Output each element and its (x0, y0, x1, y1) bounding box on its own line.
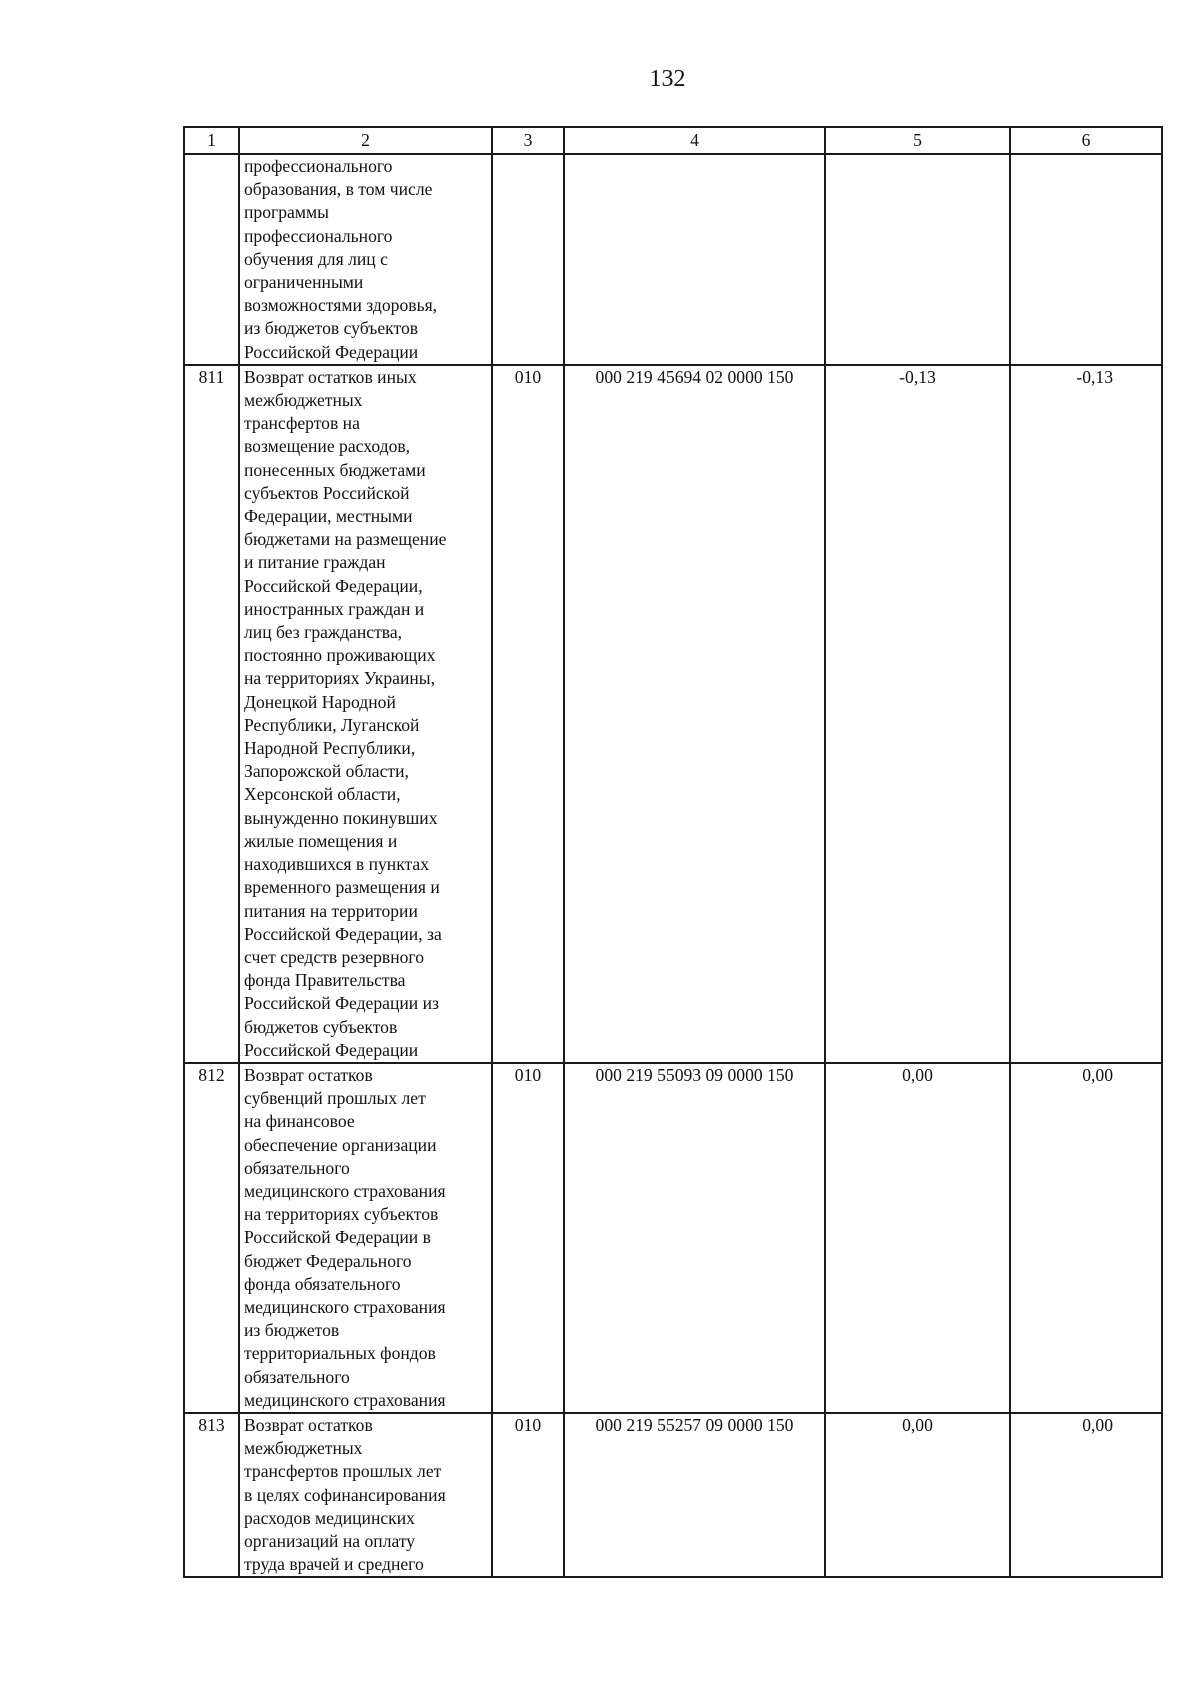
row-name-cell: Возврат остатков межбюджетных трансфертов прошлых лет в целях софинансирования расходов медицинских организаций на оплату труда врачей и среднего (239, 1413, 492, 1577)
column-header-5: 5 (825, 127, 1010, 154)
row-number-cell (184, 154, 239, 365)
table-row-811 (184, 365, 1162, 1063)
table-row-813 (184, 1413, 1162, 1577)
row-number-cell: 813 (184, 1413, 239, 1577)
value-col6-cell: 0,00 (1010, 1063, 1162, 1413)
header-row (184, 127, 1162, 154)
column-header-6: 6 (1010, 127, 1162, 154)
value-col5-cell: -0,13 (825, 365, 1010, 1063)
row-name-cell: профессионального образования, в том числе программы профессионального обучения для лиц с ограниченными возможностями здоровья, из бюджетов субъектов Российской Федерации (239, 154, 492, 365)
table-row-812 (184, 1063, 1162, 1413)
row-number-cell: 812 (184, 1063, 239, 1413)
value-col5-cell: 0,00 (825, 1063, 1010, 1413)
column-header-4: 4 (564, 127, 825, 154)
budget-table (183, 126, 1163, 1578)
budget-code-cell: 000 219 55257 09 0000 150 (564, 1413, 825, 1577)
budget-code-cell: 000 219 45694 02 0000 150 (564, 365, 825, 1063)
value-col5-cell: 0,00 (825, 1413, 1010, 1577)
admin-code-cell (492, 154, 564, 365)
admin-code-cell: 010 (492, 1413, 564, 1577)
row-number-cell: 811 (184, 365, 239, 1063)
column-header-2: 2 (239, 127, 492, 154)
value-col5-cell (825, 154, 1010, 365)
admin-code-cell: 010 (492, 365, 564, 1063)
value-col6-cell (1010, 154, 1162, 365)
table-row-continuation (184, 154, 1162, 365)
value-col6-cell: 0,00 (1010, 1413, 1162, 1577)
admin-code-cell: 010 (492, 1063, 564, 1413)
budget-code-cell (564, 154, 825, 365)
column-header-1: 1 (184, 127, 239, 154)
row-name-cell: Возврат остатков субвенций прошлых лет на финансовое обеспечение организации обязательного медицинского страхования на территориях субъектов Российской Федерации в бюджет Федерального фонда обязательного медицинского страхования из бюджетов территориальных фондов обязательного медицинского страхования (239, 1063, 492, 1413)
page-number: 132 (649, 66, 686, 92)
value-col6-cell: -0,13 (1010, 365, 1162, 1063)
budget-code-cell: 000 219 55093 09 0000 150 (564, 1063, 825, 1413)
column-header-3: 3 (492, 127, 564, 154)
row-name-cell: Возврат остатков иных межбюджетных трансфертов на возмещение расходов, понесенных бюджетами субъектов Российской Федерации, местными бюджетами на размещение и питание граждан Российской Федерации, иностранных граждан и лиц без гражданства, постоянно проживающих на территориях Украины, Донецкой Народной Республики, Луганской Народной Республики, Запорожской области, Херсонской области, вынужденно покинувших жилые помещения и находившихся в пунктах временного размещения и питания на территории Российской Федерации, за счет средств резервного фонда Правительства Российской Федерации из бюджетов субъектов Российской Федерации (239, 365, 492, 1063)
